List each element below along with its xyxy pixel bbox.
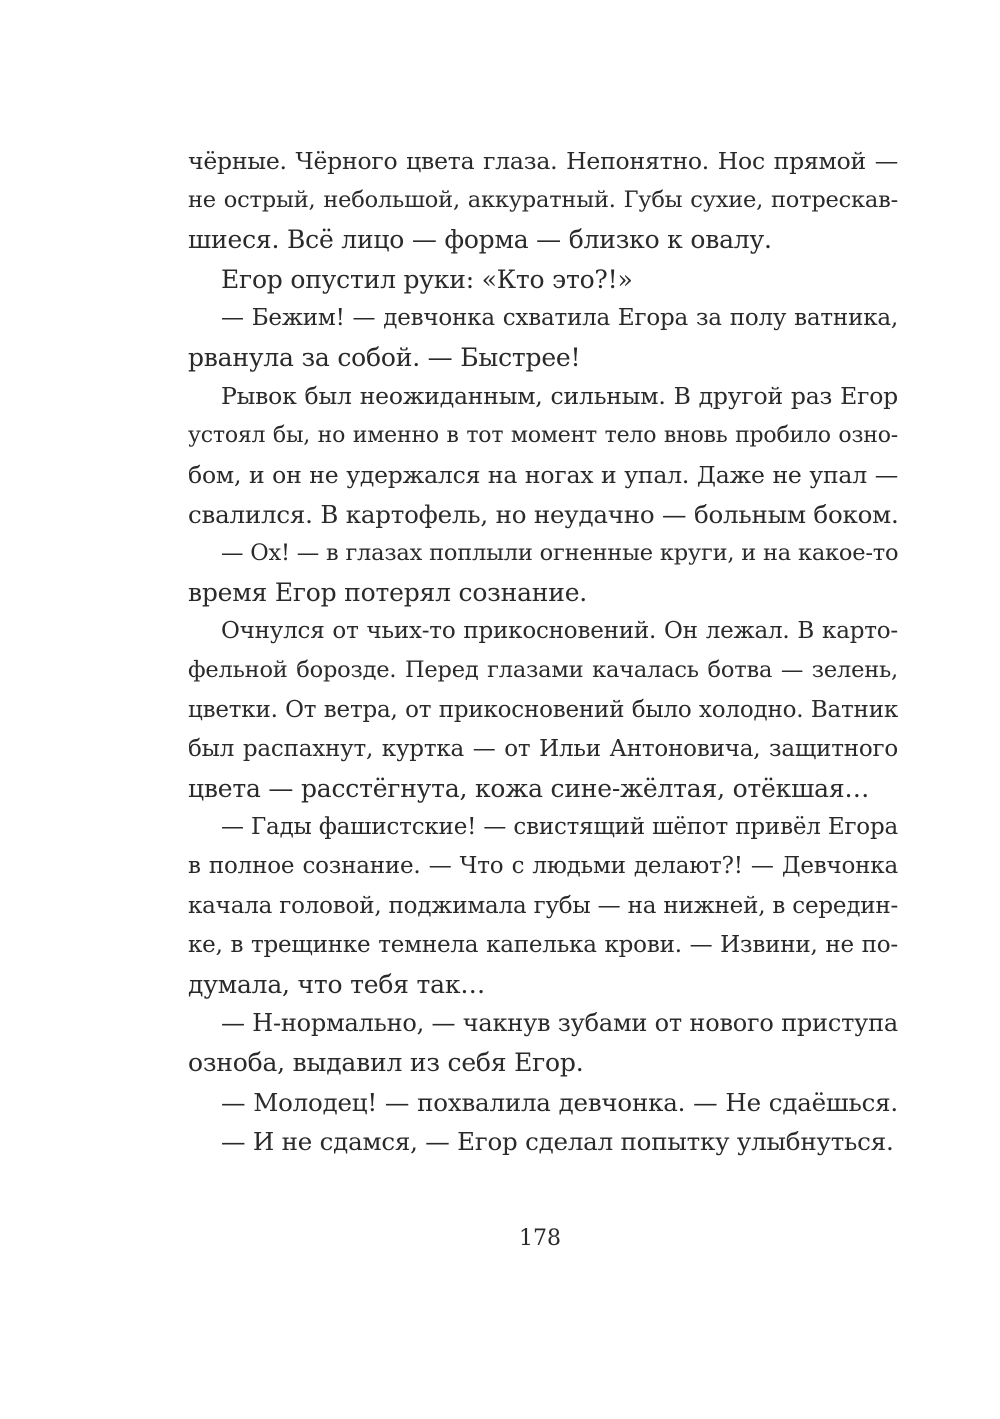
text-line: свалился. В картофель, но неудачно — больным боком. — [188, 499, 899, 529]
text-line: — И не сдамся, — Егор сделал попытку улыбнуться. — [221, 1126, 894, 1156]
text-line: фельной борозде. Перед глазами качалась ботва — зелень, — [188, 657, 898, 684]
text-line: бом, и он не удержался на ногах и упал. Даже не упал — — [188, 460, 898, 489]
text-line: шиеся. Всё лицо — форма — близко к овалу. — [188, 225, 772, 255]
text-line: цветки. От ветра, от прикосновений было холодно. Ватник — [188, 696, 898, 723]
text-line: время Егор потерял сознание. — [188, 578, 588, 608]
text-line: — Ох! — в глазах поплыли огненные круги, и на какое-то — [221, 539, 899, 566]
text-line: Рывок был неожиданным, сильным. В другой раз Егор — [221, 382, 898, 411]
text-line: озноба, выдавил из себя Егор. — [188, 1048, 584, 1078]
text-line: устоял бы, но именно в тот момент тело вновь пробило озно- — [188, 423, 898, 449]
text-line: ке, в трещинке темнела капелька крови. — Извини, не по- — [188, 931, 898, 958]
text-line: чёрные. Чёрного цвета глаза. Непонятно. Нос прямой — — [188, 147, 898, 175]
text-line: цвета — расстёгнута, кожа сине-жёлтая, отёкшая… — [188, 774, 870, 803]
page-number: 178 — [519, 1226, 561, 1251]
text-line: думала, что тебя так… — [188, 969, 486, 999]
text-line: — Н-нормально, — чакнув зубами от нового приступа — [221, 1009, 898, 1038]
text-line: — Гады фашистские! — свистящий шёпот привёл Егора — [221, 814, 898, 841]
body-text — [188, 142, 898, 1161]
text-line: рванула за собой. — Быстрее! — [188, 342, 581, 372]
text-line: не острый, небольшой, аккуратный. Губы сухие, потрескав- — [188, 187, 898, 214]
text-line: — Молодец! — похвалила девчонка. — Не сдаёшься. — [221, 1087, 898, 1117]
text-line: в полное сознание. — Что с людьми делают?! — Девчонка — [188, 853, 898, 880]
text-line: Очнулся от чьих-то прикосновений. Он лежал. В карто- — [221, 618, 898, 645]
text-line: был распахнут, куртка — от Ильи Антоновича, защитного — [188, 735, 898, 762]
text-line: Егор опустил руки: «Кто это?!» — [221, 264, 633, 294]
text-line: качала головой, поджимала губы — на нижней, в середин- — [188, 892, 899, 919]
text-line: — Бежим! — девчонка схватила Егора за полу ватника, — [221, 304, 898, 331]
